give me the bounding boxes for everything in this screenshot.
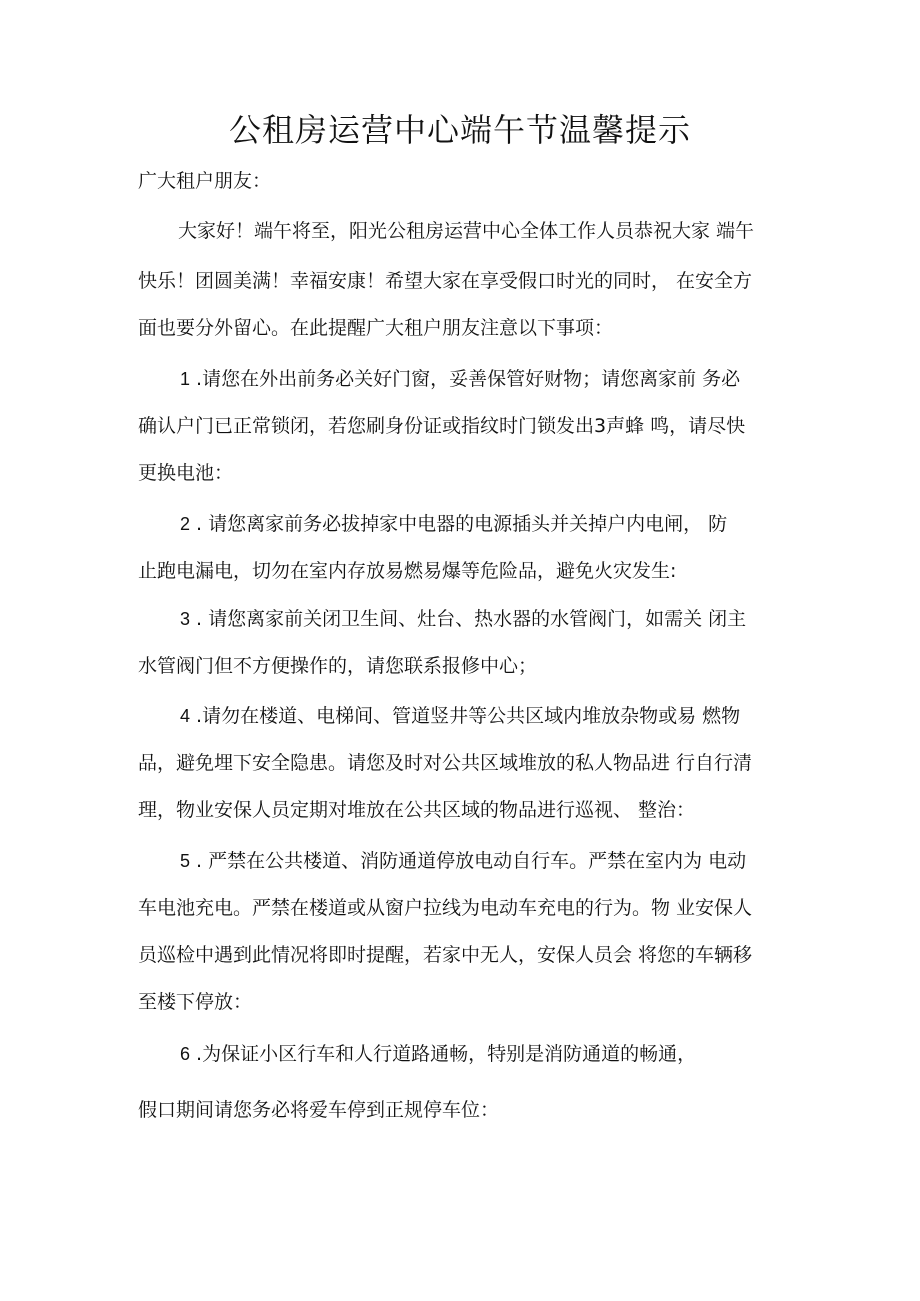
item-5-line: 车电池充电。严禁在楼道或从窗户拉线为电动车充电的行为。物 业安保人 xyxy=(138,897,753,919)
item-number: 5 xyxy=(180,851,191,871)
item-number: 2 xyxy=(180,514,191,534)
item-4-line: 理，物业安保人员定期对堆放在公共区域的物品进行巡视、 整治： xyxy=(138,799,696,821)
intro-line: 大家好！端午将至，阳光公租房运营中心全体工作人员恭祝大家 端午 xyxy=(178,220,755,242)
item-5-line: 5 . 严禁在公共楼道、消防通道停放电动自行车。严禁在室内为 电动 xyxy=(180,850,747,872)
item-number: 1 xyxy=(180,369,191,389)
salutation: 广大租户朋友： xyxy=(138,170,272,192)
item-2-line: 2 . 请您离家前务必拔掉家中电器的电源插头并关掉户内电闸， 防 xyxy=(180,513,728,535)
item-4-line: 品，避免埋下安全隐患。请您及时对公共区域堆放的私人物品进 行自行清 xyxy=(138,752,753,774)
item-number: 6 xyxy=(180,1044,191,1064)
item-1-line: 1 .请您在外出前务必关好门窗，妥善保管好财物；请您离家前 务必 xyxy=(180,368,741,390)
item-6-line: 6 .为保证小区行车和人行道路通畅，特别是消防通道的畅通， xyxy=(180,1043,697,1065)
item-1-line: 更换电池： xyxy=(138,462,234,484)
item-number: 4 xyxy=(180,706,191,726)
item-3-line: 3 . 请您离家前关闭卫生间、灶台、热水器的水管阀门，如需关 闭主 xyxy=(180,608,747,630)
item-2-line: 止跑电漏电，切勿在室内存放易燃易爆等危险品，避免火灾发生: xyxy=(138,560,677,582)
item-1-line: 确认户门已正常锁闭，若您刷身份证或指纹时门锁发出3声蜂 鸣，请尽快 xyxy=(138,415,746,437)
intro-line: 面也要分外留心。在此提醒广大租户朋友注意以下事项： xyxy=(138,317,614,339)
item-4-line: 4 .请勿在楼道、电梯间、管道竖井等公共区域内堆放杂物或易 燃物 xyxy=(180,705,741,727)
document-title: 公租房运营中心端午节温馨提示 xyxy=(228,111,691,149)
item-5-line: 至楼下停放： xyxy=(138,991,253,1013)
item-number: 3 xyxy=(180,609,191,629)
item-3-line: 水管阀门但不方便操作的，请您联系报修中心； xyxy=(138,655,538,677)
intro-line: 快乐！团圆美满！幸福安康！希望大家在享受假口时光的同时， 在安全方 xyxy=(138,270,753,292)
item-5-line: 员巡检中遇到此情况将即时提醒，若家中无人，安保人员会 将您的车辆移 xyxy=(138,944,753,966)
item-6-line: 假口期间请您务必将爱车停到正规停车位： xyxy=(138,1099,500,1121)
